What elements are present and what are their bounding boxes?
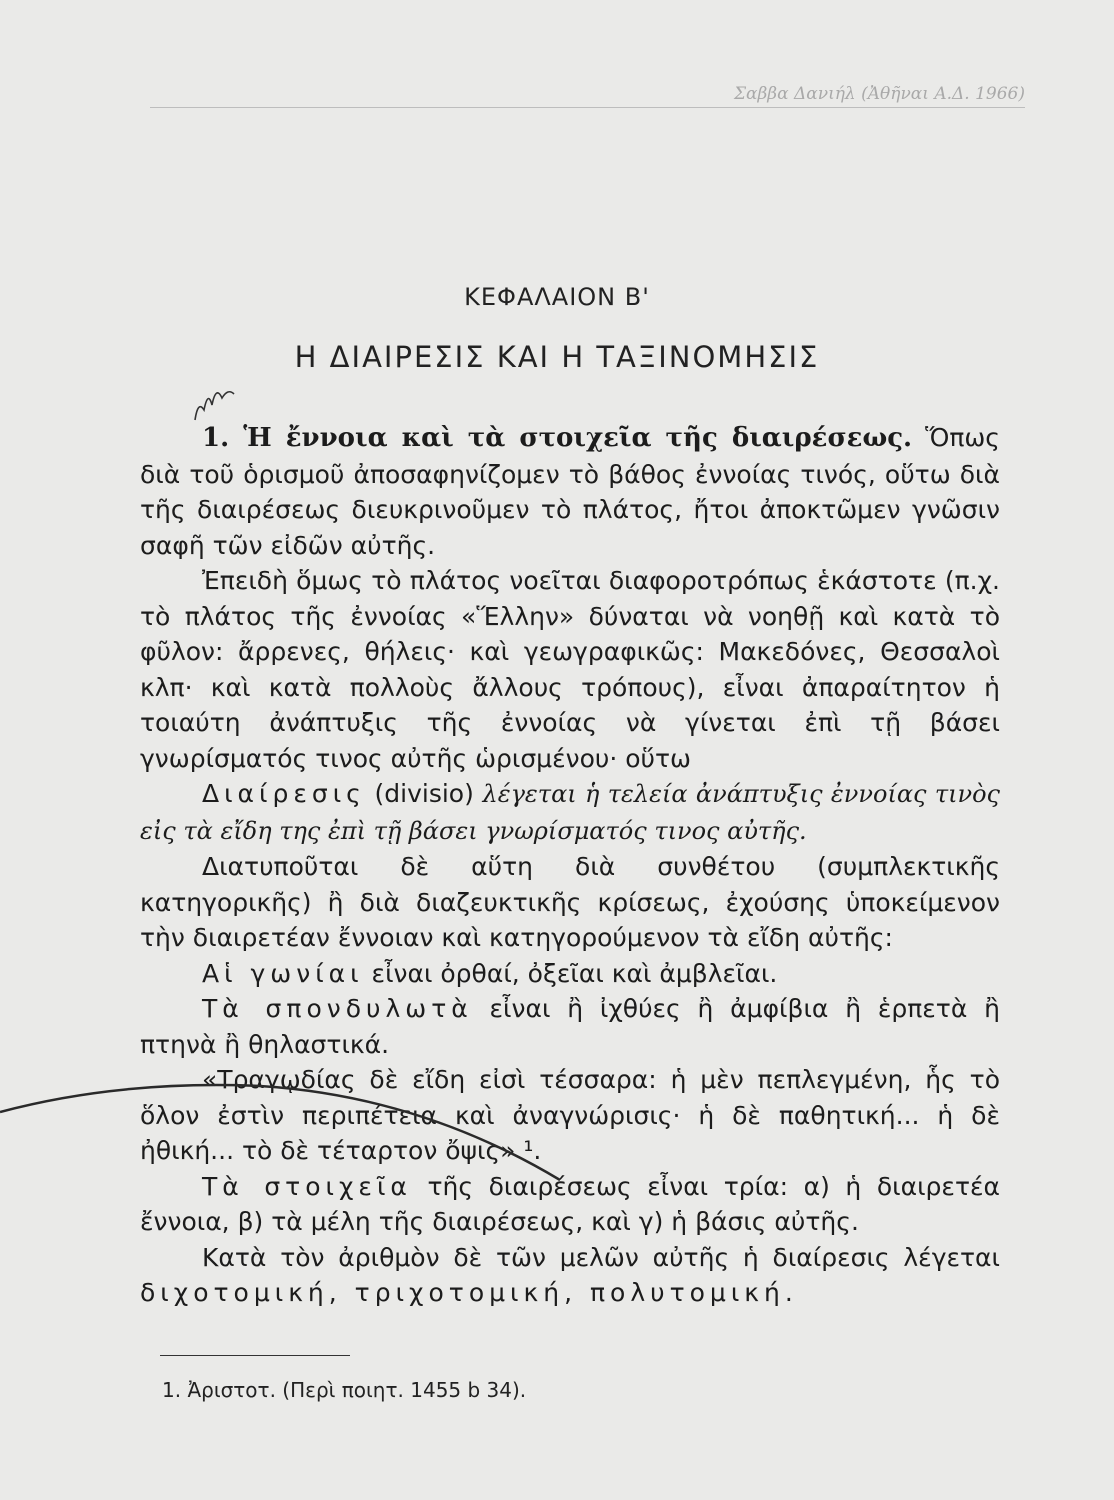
example-text: εἶναι ἢ ἰχθύες ἢ ἀμφίβια ἢ ἑρπετὰ ἢ πτηνὰ ἢ θηλαστικά.	[140, 994, 1000, 1059]
chapter-heading: ΚΕΦΑΛΑΙΟΝ Β'	[464, 283, 650, 311]
definition-term: Διαίρεσις	[202, 779, 366, 808]
example-2	[140, 991, 1000, 1062]
paragraph-1	[140, 420, 1000, 563]
division-types-text: Κατὰ τὸν ἀριθμὸν δὲ τῶν μελῶν αὐτῆς ἡ διαίρεσις λέγεται	[202, 1242, 1000, 1272]
example-text: εἶναι ὀρθαί, ὀξεῖαι καὶ ἀμβλεῖαι.	[363, 958, 778, 988]
definition-text: λέγεται ἡ τελεία ἀνάπτυξις ἐννοίας τινὸς εἰς τὰ εἴδη της ἐπὶ τῇ βάσει γνωρίσματός τινος αὐτῆς.	[140, 780, 1000, 845]
pen-stroke-icon	[0, 1060, 620, 1200]
latin-term: (divisio)	[365, 779, 483, 808]
handwritten-mark-icon	[190, 380, 250, 425]
paragraph-3	[140, 776, 1000, 849]
header-rule	[150, 107, 1025, 108]
footnote-rule	[160, 1355, 350, 1356]
running-head: Σαββα Δανιήλ (Ἀθῆναι Α.Δ. 1966)	[733, 84, 1025, 104]
paragraph-division-types	[140, 1240, 1000, 1311]
elements-term: Τὰ στοιχεῖα	[202, 1171, 412, 1201]
footnote: 1. Ἀριστοτ. (Περὶ ποιητ. 1455 b 34).	[162, 1378, 527, 1402]
elements-text: τῆς διαιρέσεως εἶναι τρία: α) ἡ διαιρετέα ἔννοια, β) τὰ μέλη τῆς διαιρέσεως, καὶ γ) ἡ βάσις αὐτῆς.	[140, 1171, 1000, 1236]
quotation: «Τραγῳδίας δὲ εἴδη εἰσὶ τέσσαρα: ἡ μὲν πεπλεγμένη, ἧς τὸ ὅλον ἐστὶν περιπέτεια καὶ ἀναγνώρισις· ἡ δὲ παθητική... ἡ δὲ ἠθική... τὸ δὲ τέταρτον ὄψις» ¹.	[140, 1065, 1000, 1165]
example-term: Τὰ σπονδυλωτὰ	[202, 994, 473, 1023]
division-types-terms: διχοτομική, τριχοτομική, πολυτομική.	[140, 1278, 798, 1307]
example-term: Αἱ γωνίαι	[202, 958, 364, 988]
example-1	[140, 956, 1000, 992]
section-heading: 1. Ἡ ἔννοια καὶ τὰ στοιχεῖα τῆς διαιρέσεως.	[202, 423, 913, 453]
paragraph-2: Ἐπειδὴ ὅμως τὸ πλάτος νοεῖται διαφοροτρόπως ἑκάστοτε (π.χ. τὸ πλάτος τῆς ἐννοίας «Ἕλλην» δύναται νὰ νοηθῇ καὶ κατὰ τὸ φῦλον: ἄρρενες, θήλεις· καὶ γεωγραφικῶς: Μακεδόνες, Θεσσαλοὶ κλπ· καὶ κατὰ πολλοὺς ἄλλους τρόπους), εἶναι ἀπαραίτητον ἡ τοιαύτη ἀνάπτυξις τῆς ἐννοίας νὰ γίνεται ἐπὶ τῇ βάσει γνωρίσματός τινος αὐτῆς ὡρισμένου· οὕτω	[140, 566, 1000, 773]
paragraph-text: Ὅπως διὰ τοῦ ὁρισμοῦ ἀποσαφηνίζομεν τὸ βάθος ἐννοίας τινός, οὕτω διὰ τῆς διαιρέσεως διευκρινοῦμεν τὸ πλάτος, ἤτοι ἀποκτῶμεν γνῶσιν σαφῆ τῶν εἰδῶν αὐτῆς.	[140, 423, 1000, 560]
chapter-title: Η ΔΙΑΙΡΕΣΙΣ ΚΑΙ Η ΤΑΞΙΝΟΜΗΣΙΣ	[294, 340, 820, 374]
paragraph-4: Διατυποῦται δὲ αὕτη διὰ συνθέτου (συμπλεκτικῆς κατηγορικῆς) ἢ διὰ διαζευκτικῆς κρίσεως, ἐχούσης ὑποκείμενον τὴν διαιρετέαν ἔννοιαν καὶ κατηγορούμενον τὰ εἴδη αὐτῆς:	[140, 852, 1000, 952]
